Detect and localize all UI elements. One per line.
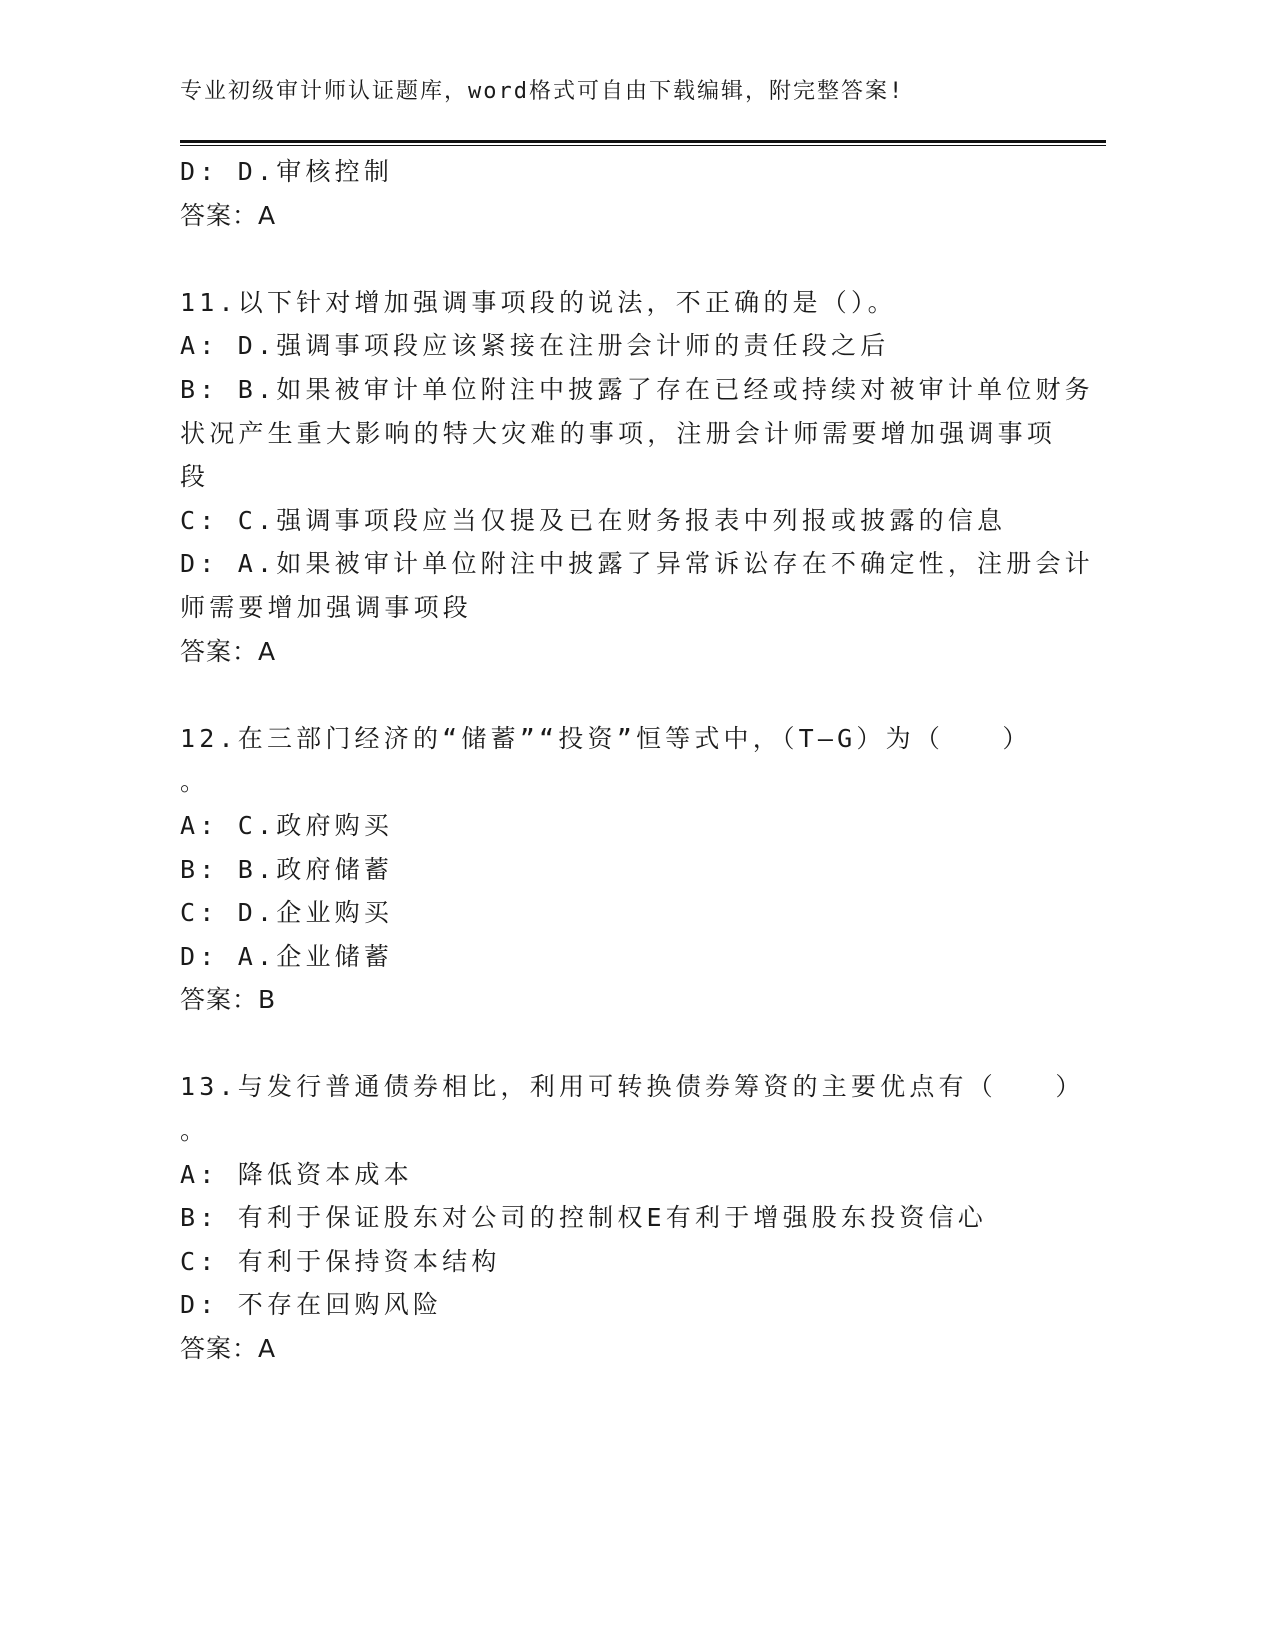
option-a: A: C.政府购买	[180, 810, 394, 840]
answer-line: 答案：A	[180, 200, 277, 230]
question-stem: 11.以下针对增加强调事项段的说法，不正确的是（）。	[180, 287, 897, 317]
option-d: D: A.企业储蓄	[180, 941, 394, 971]
option-line: D: D.审核控制	[180, 157, 394, 186]
option-b: B: B.政府储蓄	[180, 854, 394, 884]
option-c: C: 有利于保持资本结构	[180, 1246, 501, 1276]
question-11	[180, 281, 1094, 673]
answer-line: 答案：B	[180, 985, 277, 1015]
answer-line: 答案：A	[180, 636, 277, 666]
option-b-cont: 状况产生重大影响的特大灾难的事项，注册会计师需要增加强调事项	[180, 418, 1057, 448]
question-stem: 12.在三部门经济的“储蓄”“投资”恒等式中，（T—G）为（ ）	[180, 723, 1032, 753]
question-stem: 13.与发行普通债券相比，利用可转换债券筹资的主要优点有（ ）	[180, 1072, 1085, 1102]
option-d: D: 不存在回购风险	[180, 1290, 443, 1320]
option-c: C: C.强调事项段应当仅提及已在财务报表中列报或披露的信息	[180, 505, 1007, 535]
question-stem-cont: 。	[180, 767, 210, 797]
option-a: A: D.强调事项段应该紧接在注册会计师的责任段之后	[180, 331, 890, 361]
option-a: A: 降低资本成本	[180, 1159, 413, 1189]
prev-question-tail	[180, 150, 1040, 237]
option-d-cont: 师需要增加强调事项段	[180, 592, 473, 622]
option-d: D: A.如果被审计单位附注中披露了异常诉讼存在不确定性，注册会计	[180, 549, 1094, 579]
option-c: C: D.企业购买	[180, 898, 394, 928]
option-b: B: B.如果被审计单位附注中披露了存在已经或持续对被审计单位财务	[180, 374, 1094, 404]
page-header: 专业初级审计师认证题库，word格式可自由下载编辑，附完整答案!	[180, 79, 905, 104]
option-b: B: 有利于保证股东对公司的控制权E有利于增强股东投资信心	[180, 1203, 988, 1233]
header-divider	[180, 140, 1106, 147]
question-content	[180, 150, 1094, 1371]
question-stem-cont: 。	[180, 1116, 210, 1146]
option-b-cont: 段	[180, 462, 210, 492]
answer-line: 答案：A	[180, 1334, 277, 1364]
question-12	[180, 717, 1040, 1022]
question-13	[180, 1065, 1085, 1370]
